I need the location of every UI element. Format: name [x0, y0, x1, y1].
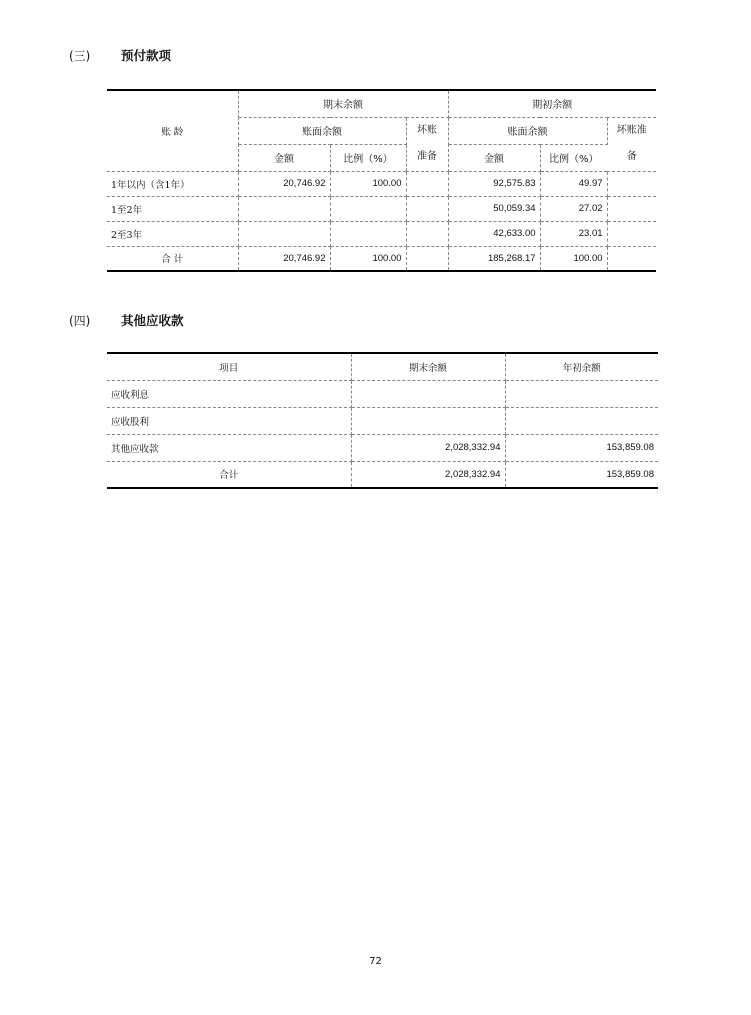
table-row — [107, 434, 658, 461]
begin-ratio: 27.02 — [540, 196, 607, 221]
section-title-other-receivables — [69, 311, 184, 329]
end-value — [351, 380, 505, 407]
table-row — [107, 380, 658, 407]
header-end-amount: 金额 — [238, 144, 330, 171]
row-label: 1年以内（含1年） — [107, 171, 238, 196]
total-label: 合 计 — [107, 246, 238, 271]
header-begin-amount: 金额 — [448, 144, 540, 171]
header-begin-bad-debt-line2: 备 — [626, 151, 637, 162]
row-label: 1至2年 — [107, 196, 238, 221]
end-ratio — [330, 221, 406, 246]
section-title-prepayments — [69, 46, 171, 64]
header-end-bad-debt-line1: 坏账 — [417, 125, 437, 136]
begin-ratio: 49.97 — [540, 171, 607, 196]
end-ratio: 100.00 — [330, 246, 406, 271]
end-value: 2,028,332.94 — [351, 461, 505, 488]
header-item: 项目 — [107, 353, 351, 380]
begin-amount: 92,575.83 — [448, 171, 540, 196]
end-value: 2,028,332.94 — [351, 434, 505, 461]
header-end-balance: 期末余额 — [238, 90, 448, 117]
end-bad-debt — [406, 221, 448, 246]
row-label: 应收股利 — [107, 407, 351, 434]
table-row — [107, 171, 656, 196]
header-end-bad-debt — [406, 117, 448, 171]
total-row — [107, 461, 658, 488]
header-end-balance: 期末余额 — [351, 353, 505, 380]
header-begin-ratio: 比例（%） — [540, 144, 607, 171]
total-label: 合计 — [107, 461, 351, 488]
section-heading: 预付款项 — [121, 48, 172, 63]
begin-value — [505, 407, 658, 434]
section-heading: 其他应收款 — [121, 313, 184, 328]
header-begin-book-balance: 账面余额 — [448, 117, 607, 144]
begin-ratio: 100.00 — [540, 246, 607, 271]
prepayments-table — [107, 89, 656, 272]
end-amount — [238, 221, 330, 246]
end-ratio — [330, 196, 406, 221]
header-end-bad-debt-line2: 准备 — [417, 151, 437, 162]
section-number: (四) — [69, 313, 91, 328]
end-amount: 20,746.92 — [238, 171, 330, 196]
begin-bad-debt — [607, 246, 656, 271]
begin-bad-debt — [607, 171, 656, 196]
end-bad-debt — [406, 171, 448, 196]
total-row — [107, 246, 656, 271]
begin-amount: 50,059.34 — [448, 196, 540, 221]
section-number: (三) — [69, 48, 91, 63]
other-receivables-table — [107, 352, 658, 489]
begin-ratio: 23.01 — [540, 221, 607, 246]
header-aging: 账 龄 — [107, 90, 238, 171]
header-begin-balance: 年初余额 — [505, 353, 658, 380]
end-bad-debt — [406, 196, 448, 221]
begin-value — [505, 380, 658, 407]
header-end-book-balance: 账面余额 — [238, 117, 406, 144]
table-row — [107, 196, 656, 221]
begin-value: 153,859.08 — [505, 434, 658, 461]
end-value — [351, 407, 505, 434]
end-amount: 20,746.92 — [238, 246, 330, 271]
header-begin-bad-debt — [607, 117, 656, 171]
row-label: 2至3年 — [107, 221, 238, 246]
end-amount — [238, 196, 330, 221]
end-ratio: 100.00 — [330, 171, 406, 196]
page-number: 72 — [369, 956, 382, 967]
begin-bad-debt — [607, 196, 656, 221]
begin-value: 153,859.08 — [606, 468, 654, 480]
row-label: 应收利息 — [107, 380, 351, 407]
header-begin-bad-debt-line1: 坏账准 — [616, 125, 647, 136]
header-begin-balance: 期初余额 — [448, 90, 656, 117]
table-row — [107, 221, 656, 246]
begin-amount: 42,633.00 — [448, 221, 540, 246]
end-bad-debt — [406, 246, 448, 271]
begin-amount: 185,268.17 — [448, 246, 540, 271]
header-end-ratio: 比例（%） — [330, 144, 406, 171]
begin-bad-debt — [607, 221, 656, 246]
table-row — [107, 407, 658, 434]
row-label: 其他应收款 — [107, 434, 351, 461]
